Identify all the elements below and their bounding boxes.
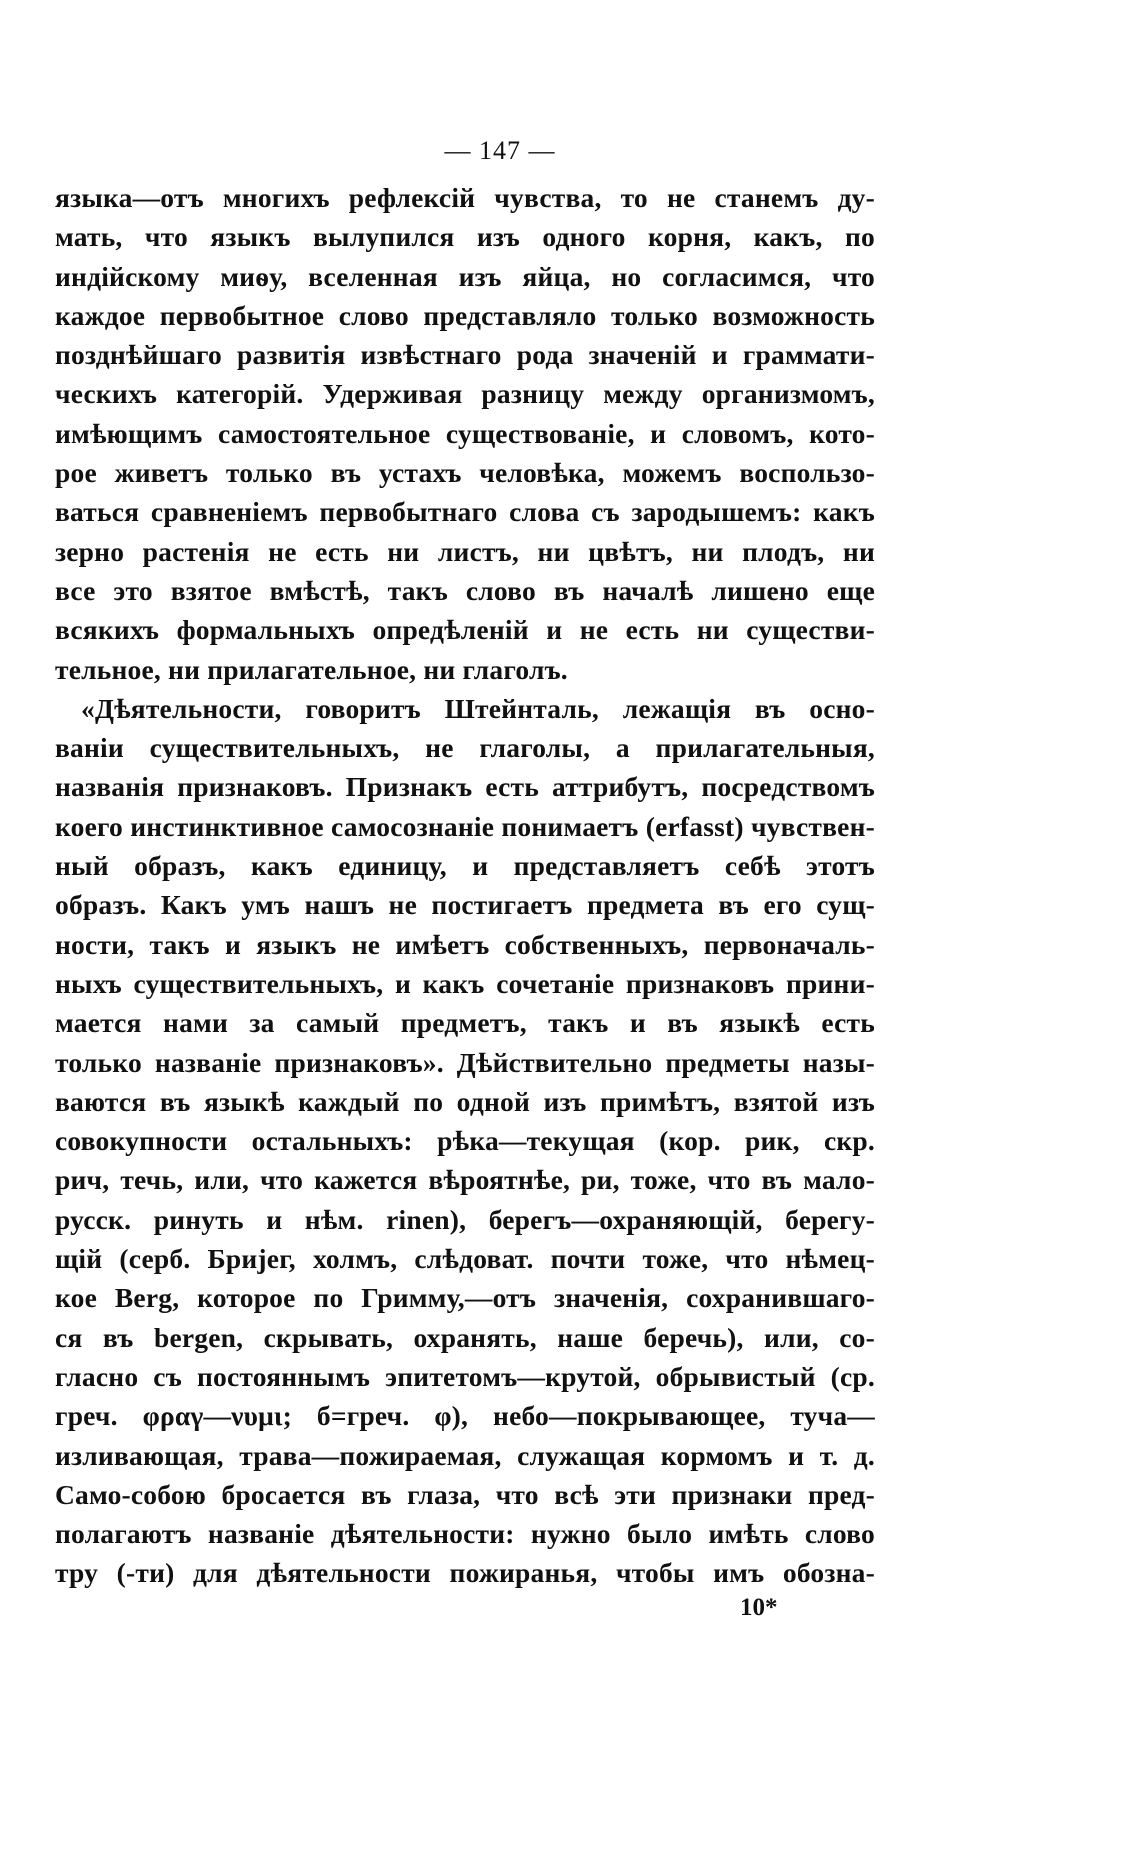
text-line: рич, течь, или, что кажется вѣроятнѣе, ри, тоже, что въ мало- [55,1164,875,1196]
text-line: гласно съ постояннымъ эпитетомъ—крутой, обрывистый (ср. [55,1360,875,1392]
text-line: названія признаковъ. Признакъ есть аттрибутъ, посредствомъ [55,771,875,803]
text-line: позднѣйшаго развитія извѣстнаго рода значеній и граммати- [55,339,875,371]
text-line: рое живетъ только въ устахъ человѣка, можемъ воспользо- [55,457,875,489]
text-line: каждое первобытное слово представляло только возможность [55,299,875,331]
text-line: индійскому миѳу, вселенная изъ яйца, но согласимся, что [55,260,875,292]
text-line: всякихъ формальныхъ опредѣленій и не есть ни существи- [55,614,875,646]
text-line: коего инстинктивное самосознаніе понимаетъ (erfasst) чувствен- [55,810,875,842]
text-line: ческихъ категорій. Удерживая разницу между организмомъ, [55,378,875,410]
text-line: языка—отъ многихъ рефлексій чувства, то не станемъ ду- [55,182,875,213]
text-line: ныхъ существительныхъ, и какъ сочетаніе признаковъ прини- [55,967,875,999]
text-line: все это взятое вмѣстѣ, такъ слово въ началѣ лишено еще [55,574,875,606]
text-line: греч. φραγ—νυμι; б=греч. φ), небо—покрывающее, туча— [55,1400,875,1432]
text-line: щій (серб. Бриjег, холмъ, слѣдоват. почти тоже, что нѣмец- [55,1243,875,1275]
text-line: зерно растенія не есть ни листъ, ни цвѣтъ, ни плодъ, ни [55,535,875,567]
paragraph-1 [55,178,875,689]
paragraph-2 [55,689,875,1593]
text-line: тру (-ти) для дѣятельности пожиранья, чтобы имъ обозна- [55,1557,875,1589]
text-line: образъ. Какъ умъ нашъ не постигаетъ предмета въ его сущ- [55,889,875,921]
body-text [55,178,875,1593]
page-number: — 147 — [444,136,556,165]
text-line: русск. ринуть и нѣм. rinen), берегъ—охраняющій, берегу- [55,1203,875,1235]
text-line: ности, такъ и языкъ не имѣетъ собственныхъ, первоначаль- [55,928,875,960]
text-line: ный образъ, какъ единицу, и представляетъ себѣ этотъ [55,850,875,882]
text-line: ваются въ языкѣ каждый по одной изъ примѣтъ, взятой изъ [55,1085,875,1117]
text-line: изливающая, трава—пожираемая, служащая кормомъ и т. д. [55,1439,875,1471]
text-line: Само-собою бросается въ глаза, что всѣ эти признаки пред- [55,1478,875,1510]
text-line: ся въ bergen, скрывать, охранять, наше беречь), или, со- [55,1321,875,1353]
text-line: только названіе признаковъ». Дѣйствительно предметы назы- [55,1046,875,1078]
text-line: полагаютъ названіе дѣятельности: нужно было имѣть слово [55,1518,875,1550]
signature-mark: 10* [740,1594,778,1621]
text-line: кое Berg, которое по Гримму,—отъ значенія, сохранившаго- [55,1282,875,1314]
text-line: ваніи существительныхъ, не глаголы, а прилагательныя, [55,732,875,764]
text-line: имѣющимъ самостоятельное существованіе, и словомъ, кото- [55,417,875,449]
text-line: тельное, ни прилагательное, ни глаголъ. [55,653,568,685]
text-line: ваться сравненіемъ первобытнаго слова съ зародышемъ: какъ [55,496,875,528]
text-line: мать, что языкъ вылупился изъ одного корня, какъ, по [55,221,875,253]
text-line: совокупности остальныхъ: рѣка—текущая (кор. рик, скр. [55,1125,875,1157]
text-line: «Дѣятельности, говоритъ Штейнталь, лежащія въ осно- [81,692,875,724]
text-line: мается нами за самый предметъ, такъ и въ языкѣ есть [55,1007,875,1039]
